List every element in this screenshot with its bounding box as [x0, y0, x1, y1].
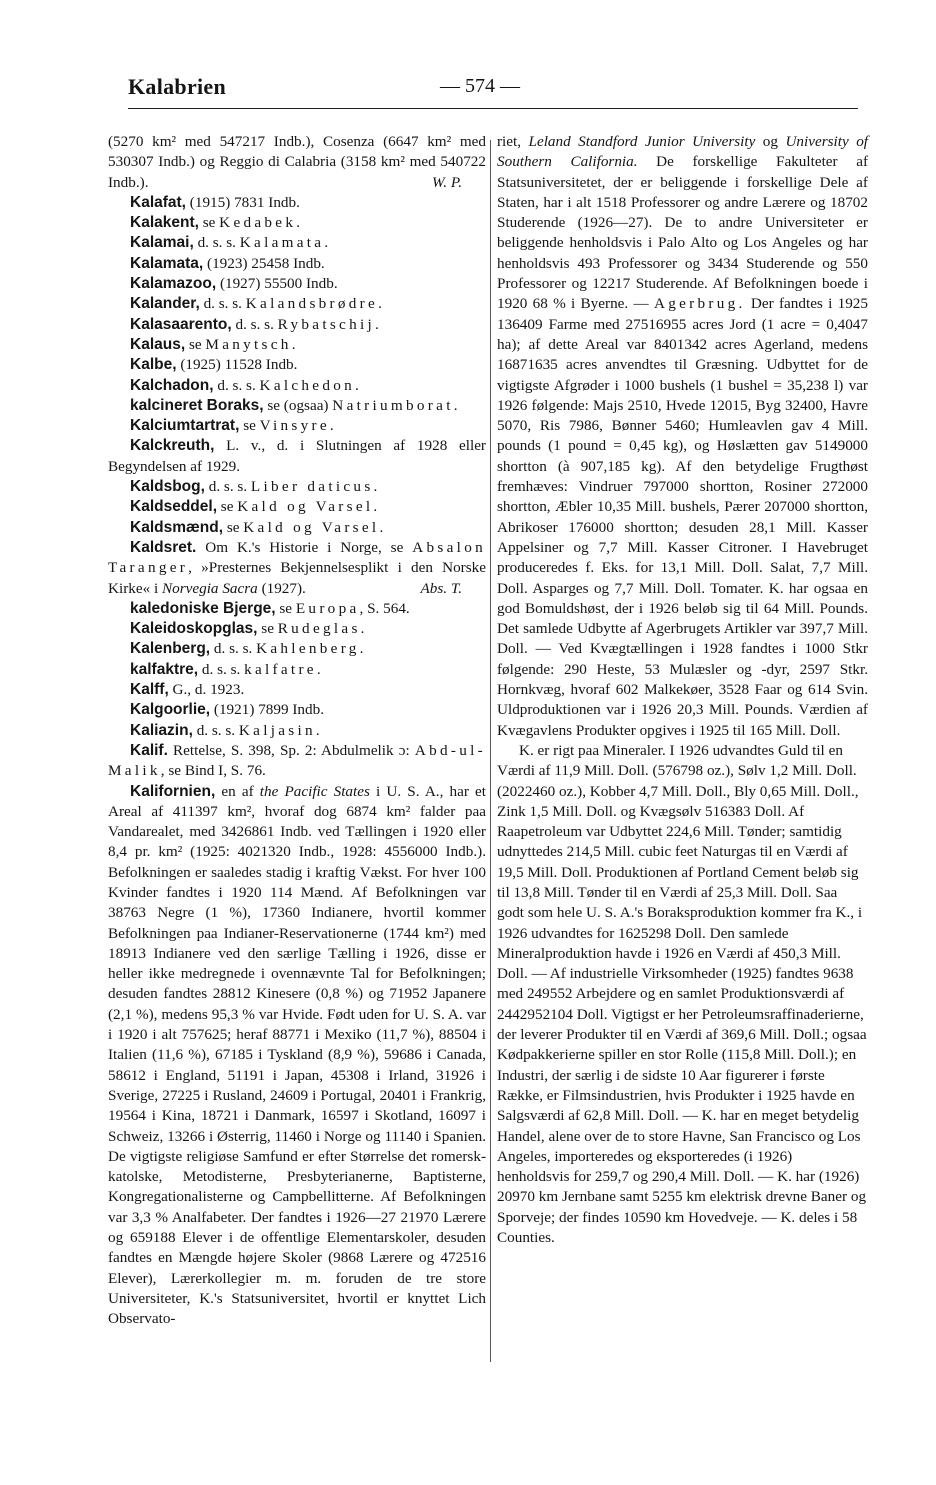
right-column — [497, 132, 868, 1248]
entry-text: og — [755, 133, 786, 150]
entry — [108, 436, 486, 477]
entry-list — [108, 599, 486, 741]
italic-term: Leland Standford Junior University — [528, 133, 756, 150]
header-rule — [128, 108, 858, 109]
entry-text: Der fandtes i 1925 136409 Farme med 27516955 acres Jord (1 acre = 0,4047 ha); af dette Areal var 8401342 acres Agerland, medens 16871635 acres anvendtes til Græsning. Udbyttet for de vigtigste Afgrøder i 1000 bushels (1 bushel = 35,238 l) var 1926 følgende: Majs 2510, Hvede 12015, Byg 32400, Havre 5070, Ris 7986, Bønner 5460; Humleavlen gav 4 Mill. pounds (1 pound = 0,45 kg), og Høslætten gav 5149000 shortton (à 907,185 kg). Af den betydelige Frugthøst fremhæves: Vindruer 797000 shortton, Rosiner 272000 shortton, Æbler 10,35 Mill. bushels, Pærer 207000 shortton, Abrikoser 176000 shortton; desuden 28,1 Mill. Kasser Appelsiner og 7,7 Mill. Kasser Citroner. I Havebruget produceredes f. Eks. for 13,1 Mill. Doll. Salat, 7,7 Mill. Doll. Asparges og 7,7 Mill. Doll. Tomater. K. har ogsaa en god Bomuldshøst, der i 1926 beløb sig til 64 Mill. Pounds. Det samlede Udbytte af Agerbrugets Artikler var 397,7 Mill. Doll. — Ved Kvægtællingen i 1928 fandtes i 1000 Stkr følgende: 290 Heste, 53 Mulæsler og -dyr, 2597 Stkr. Hornkvæg, hvoraf 602 Malkekøer, 3528 Faar og 614 Svin. Uldproduktionen var i 1926 20,3 Mill. Pounds. Værdien af Kvægavlens Produkter opgives i 1925 til 165 Mill. Doll. — [497, 295, 868, 739]
entry — [108, 497, 486, 517]
entry-text: d. s. s. — [213, 376, 260, 394]
headword: Kalchadon, — [130, 376, 214, 394]
page-header — [128, 74, 858, 108]
entry — [108, 680, 486, 700]
entry-text: G., d. 1923. — [168, 681, 245, 699]
entry — [108, 315, 486, 335]
headword: Kalaus, — [130, 335, 186, 353]
headword: Kalamata, — [130, 254, 204, 272]
entry-text: d. s. s. — [231, 315, 278, 333]
entry — [108, 721, 486, 741]
minerals-paragraph: K. er rigt paa Mineraler. I 1926 udvandtes Guld til en Værdi af 11,9 Mill. Doll. (576798 oz.), Sølv 1,2 Mill. Doll. (2022460 oz.), Kobber 4,7 Mill. Doll., Bly 0,65 Mill. Doll., Zink 1,5 Mill. Doll. og Kvægsølv 516383 Doll. Af Raapetroleum var Udbyttet 224,6 Mill. Tønder; samtidig udnyttedes 214,5 Mill. cubic feet Naturgas til en Værdi af 19,5 Mill. Doll. Produktionen af Portland Cement beløb sig til 13,8 Mill. Tønder til en Værdi af 25,3 Mill. Doll. Saa godt som hele U. S. A.'s Boraksproduktion kommer fra K., i 1926 udvandtes for 1625298 Doll. Den samlede Mineralproduktion havde i 1926 en Værdi af 450,3 Mill. Doll. — Af industrielle Virksomheder (1925) fandtes 9638 med 249552 Arbejdere og en samlet Produktionsværdi af 2442952104 Doll. Vigtigst er her Petroleumsraffinaderierne, der leverer Produkter til en Værdi af 369,6 Mill. Doll.; ogsaa Kødpakkerierne spiller en stor Rolle (115,8 Mill. Doll.); en Industri, der særlig i de sidste 10 Aar figurerer i første Række, er Filmsindustrien, hvis Produkter i 1925 havde en Salgsværdi af 62,8 Mill. Doll. — K. har en meget betydelig Handel, alene over de to store Havne, San Francisco og Los Angeles, importeredes og eksporteredes (i 1926) henholdsvis for 259,7 og 290,4 Mill. Doll. — K. har (1926) 20970 km Jernbane samt 5255 km elektrisk drevne Baner og Sporveje; der findes 10590 km Hovedveje. — K. deles i 58 Counties. — [497, 741, 867, 1247]
section-keyword: Agerbrug. — [653, 295, 746, 313]
cross-reference: Natriumborat. — [332, 396, 461, 414]
cross-reference: Kalchedon. — [259, 376, 363, 394]
cross-reference: Europa — [295, 599, 360, 617]
cross-reference: Kald og Varsel. — [243, 518, 387, 536]
intro-paragraph — [108, 132, 486, 193]
entry-text: i U. S. A., har et Areal af 411397 km², hvoraf dog 6874 km² falder paa Vandarealet, med 3426861 Indb. ved Tællingen i 1920 eller 8,4 pr. km² (1925: 4021320 Indb., 1928: 4556000 Indb.). Befolkningen er saaledes stadig i kraftig Vækst. For hver 100 Kvinder fandtes i 1920 114 Mænd. Af Befolkningen var 38763 Negre (1 %), 17360 Indianere, hvortil kommer Befolkningen paa Indianer-Reservationerne (1744 km²) med 18913 Indianere ved den særlige Tælling i 1926, disse er heller ikke medregnede i ovennævnte Tal for Befolkningen; desuden fandtes 28812 Kinesere (0,8 %) og 71952 Japanere (2,1 %), medens 95,3 % var Hvide. Født uden for U. S. A. var i 1920 i alt 757625; heraf 88771 i Mexiko (11,7 %), 88504 i Italien (11,6 %), 67185 i Tyskland (8,9 %), 59686 i Canada, 58612 i England, 51191 i Japan, 45308 i Irland, 31926 i Sverige, 27225 i Rusland, 24609 i Portugal, 20401 i Frankrig, 19564 i Kina, 18721 i Danmark, 16597 i Skotland, 16097 i Schweiz, 13266 i Østerrig, 11460 i Norge og 11140 i Spanien. De vigtigste religiøse Samfund er efter Størrelse det romersk-katolske, Metodisterne, Presbyterianerne, Baptisterne, Kongregationalisterne og Campbellitterne. Af Befolkningen var 3,3 % Analfabeter. Der fandtes i 1926—27 21970 Lærere og 659188 Elever i de offentlige Elementarskoler, desuden fandtes en Mængde højere Skoler (9868 Lærere og 472516 Elever), Lærerkollegier m. m. foruden de tre store Universiteter, K.'s Statsuniversitet, hvortil er knyttet Lich Observato- — [108, 782, 486, 1328]
headword: kalfaktre, — [130, 660, 199, 678]
entry — [108, 396, 486, 416]
headword: Kaldsmænd, — [130, 518, 224, 536]
headword: Kaleidoskopglas, — [130, 620, 258, 638]
entry-text: (1925) 11528 Indb. — [176, 356, 298, 374]
cross-reference: Liber daticus. — [250, 478, 381, 496]
cross-reference: Rudeglas. — [277, 620, 368, 638]
headword: Kalifornien, — [130, 782, 216, 800]
cross-reference: Kald og Varsel. — [237, 498, 381, 516]
headword: Kaldsbog, — [130, 478, 205, 496]
headword: Kalif. — [130, 741, 168, 759]
entry-kalifornien — [108, 782, 486, 1330]
cross-reference: Kalamata. — [239, 234, 332, 252]
entry-text: se — [257, 620, 278, 638]
entry-text: (1923) 25458 Indb. — [203, 254, 325, 272]
entry-text: L. v., d. i Slutningen af 1928 eller Begyndelsen af 1929. — [108, 437, 486, 475]
entry-text: , »Presternes Bekjennelsesplikt i den Norske Kirke« i — [108, 559, 486, 597]
entry-text: De forskellige Fakulteter af Statsuniversitetet, der er beliggende i forskellige Dele af Staten, har i alt 1518 Professorer og andre Lærere og 18702 Studerende (1926—27). De to andre Universiteter er beliggende henholdsvis i Palo Alto og Los Angeles og har henholdsvis 493 Professorer og 3434 Studerende og 550 Professorer og 12217 Studerende. Af Befolkningen boede i 1920 68 % i Byerne. — — [497, 153, 868, 313]
intro-text: (5270 km² med 547217 Indb.), Cosenza (6647 km² med 530307 Indb.) og Reggio di Calabria (3158 km² med 540722 Indb.). — [108, 133, 486, 191]
headword: Kaldseddel, — [130, 498, 217, 516]
entry — [108, 477, 486, 497]
entry-text: se — [223, 518, 244, 536]
entry-text: d. s. s. — [199, 295, 246, 313]
cross-reference: Kedabek. — [219, 214, 304, 232]
entry — [108, 660, 486, 680]
entry-text: , se Bind I, S. 76. — [160, 762, 266, 780]
kalifornien-continued — [497, 132, 868, 741]
entry — [108, 355, 486, 375]
headword: Kaliazin, — [130, 721, 193, 739]
headword: Kalafat, — [130, 193, 186, 211]
page-number: — 574 — — [440, 75, 520, 97]
headword: kaledoniske Bjerge, — [130, 599, 276, 617]
entry — [108, 700, 486, 720]
italic-title: Norvegia Sacra — [162, 579, 258, 597]
cross-reference: Rybatschij. — [277, 315, 383, 333]
cross-reference: Kalandsbrødre. — [245, 295, 386, 313]
entry-text: se — [239, 417, 260, 435]
signature: Abs. T. — [420, 579, 462, 597]
entry-text: Rettelse, S. 398, Sp. 2: Abdulmelik ɔ: — [167, 741, 415, 759]
cross-reference: Vinsyre. — [259, 417, 338, 435]
entry — [108, 233, 486, 253]
entry-text: se — [198, 214, 220, 232]
entry — [108, 294, 486, 314]
entry — [108, 518, 486, 538]
entry-text: (1915) 7831 Indb. — [186, 193, 300, 211]
entry — [108, 416, 486, 436]
entry-list — [108, 193, 486, 538]
entry-text: Om K.'s Historie i Norge, se — [196, 538, 413, 556]
entry — [108, 213, 486, 233]
headword: Kalckreuth, — [130, 437, 215, 455]
italic-term: University of Southern California. — [497, 133, 869, 171]
entry — [108, 254, 486, 274]
headword: Kalff, — [130, 681, 169, 699]
headword: Kaldsret. — [130, 538, 197, 556]
entry — [108, 639, 486, 659]
entry — [108, 193, 486, 213]
entry-text: se — [275, 599, 296, 617]
headword: Kalander, — [130, 295, 200, 313]
headword: Kalakent, — [130, 214, 199, 232]
entry — [108, 619, 486, 639]
headword: Kalbe, — [130, 356, 177, 374]
entry — [108, 599, 486, 619]
cross-reference: Kahlenberg. — [256, 640, 367, 658]
cross-reference: Manytsch. — [205, 335, 299, 353]
entry-text: d. s. s. — [210, 640, 257, 658]
headword: Kalasaarento, — [130, 315, 232, 333]
running-title: Kalabrien — [128, 74, 227, 99]
entry-text: en af — [215, 782, 260, 800]
entry — [108, 335, 486, 355]
entry-text: (1921) 7899 Indb. — [210, 701, 325, 719]
cross-reference: kalfatre. — [244, 660, 324, 678]
headword: Kalenberg, — [130, 640, 211, 658]
cross-reference: Abd-ul-Malik — [108, 741, 486, 780]
entry-kaldsret — [108, 538, 486, 599]
headword: Kalamai, — [130, 234, 194, 252]
entry-text: d. s. s. — [198, 660, 245, 678]
left-column — [108, 132, 486, 1330]
italic-term: the Pacific States — [259, 782, 370, 800]
entry-text: d. s. s. — [193, 234, 240, 252]
cross-reference: Kaljasin. — [238, 721, 324, 739]
entry — [108, 274, 486, 294]
headword: Kalciumtartrat, — [130, 417, 240, 435]
entry-text: (1927). — [257, 579, 306, 597]
entry-kalif — [108, 741, 486, 782]
headword: Kalgoorlie, — [130, 701, 211, 719]
entry-text: (1927) 55500 Indb. — [216, 275, 338, 293]
headword: Kalamazoo, — [130, 275, 217, 293]
headword: kalcineret Boraks, — [130, 396, 264, 414]
column-divider — [490, 140, 491, 1362]
entry-text: se — [185, 335, 206, 353]
entry — [108, 376, 486, 396]
entry-text: se (ogsaa) — [263, 396, 333, 414]
entry-text: d. s. s. — [204, 478, 251, 496]
entry-text: d. s. s. — [192, 721, 239, 739]
cross-reference: Absalon Taranger — [108, 538, 486, 577]
intro-signature: W. P. — [432, 173, 462, 191]
entry-text: se — [217, 498, 238, 516]
entry-text: , S. 564. — [359, 599, 410, 617]
entry-text: riet, — [497, 133, 529, 150]
